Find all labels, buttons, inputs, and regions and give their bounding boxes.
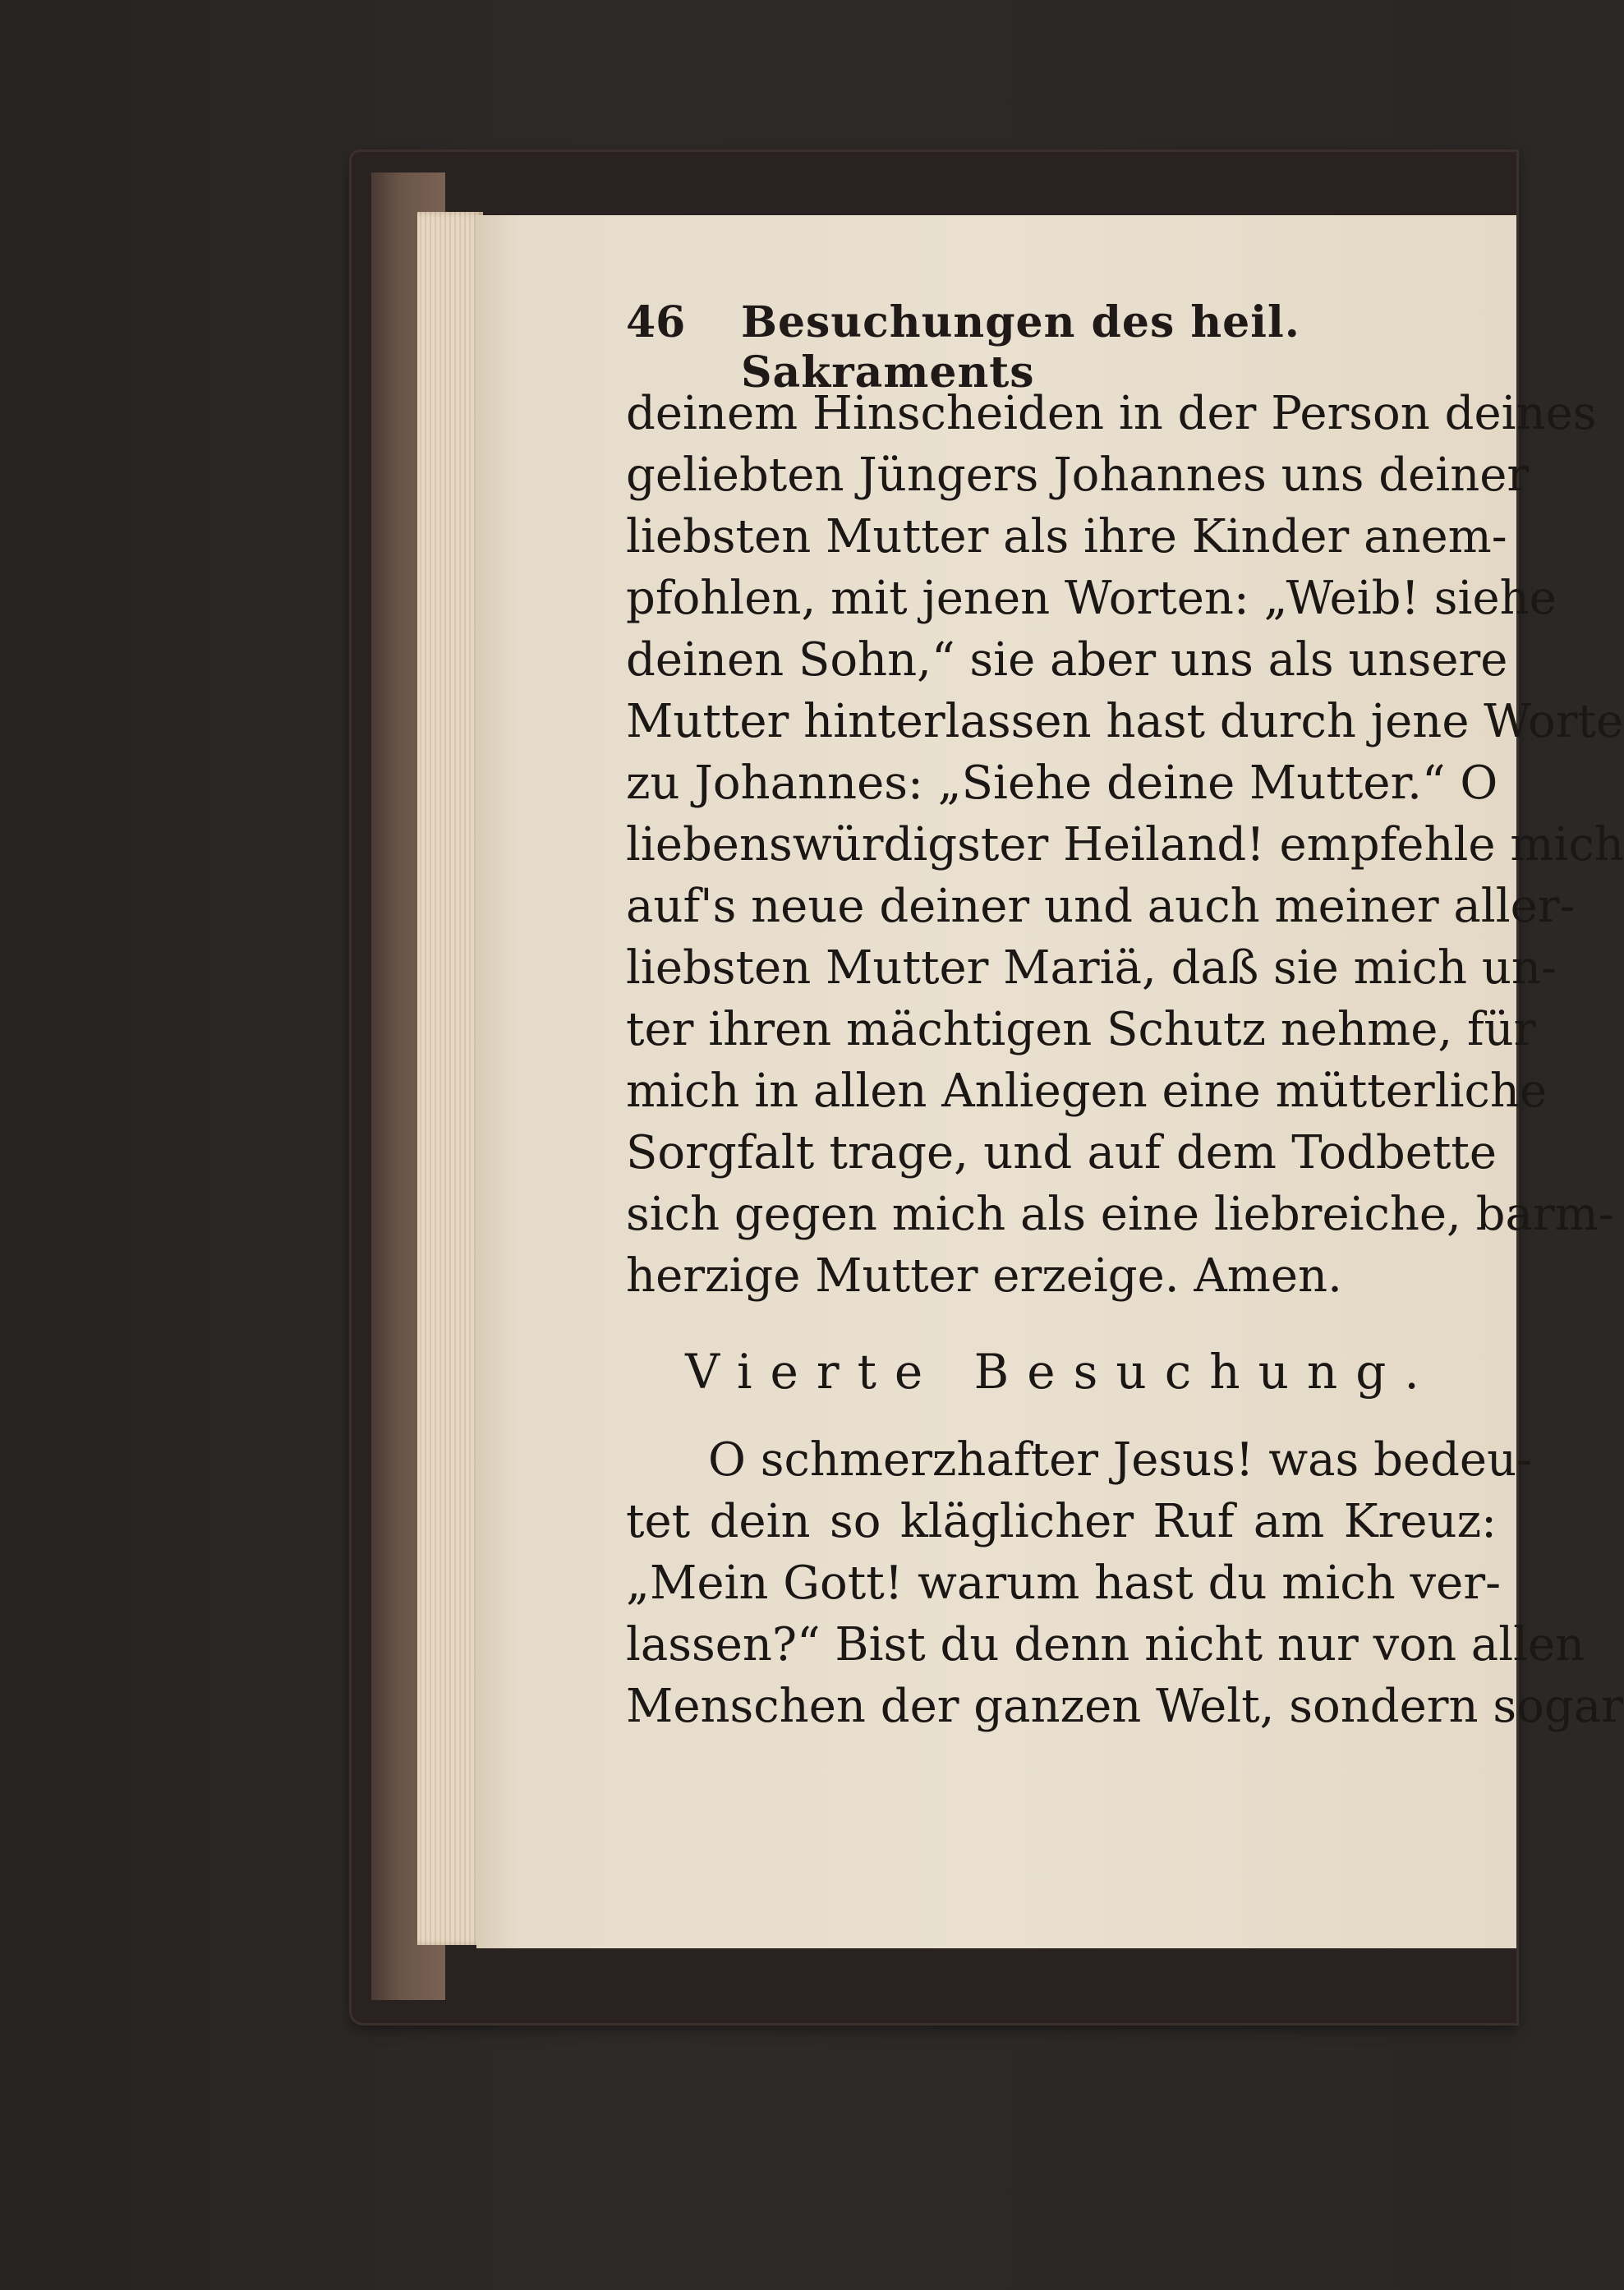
text-line: herzige Mutter erzeige. Amen. (626, 1249, 1342, 1303)
running-title: Besuchungen des heil. Sakraments (741, 297, 1300, 398)
page-stack-edge (417, 212, 483, 1945)
text-line: liebsten Mutter Mariä, daß sie mich un- (626, 941, 1557, 995)
page-number: 46 (626, 297, 686, 347)
section-text (626, 1429, 1623, 1737)
text-line: „Mein Gott! warum hast du mich ver- (626, 1557, 1502, 1610)
text-line: liebsten Mutter als ihre Kinder anem- (626, 510, 1507, 563)
text-line: pfohlen, mit jenen Worten: „Weib! siehe (626, 572, 1557, 625)
text-line: deinen Sohn,“ sie aber uns als unsere (626, 633, 1508, 687)
text-line: zu Johannes: „Siehe deine Mutter.“ O (626, 756, 1498, 810)
text-line: Menschen der ganzen Welt, sondern sogar (626, 1680, 1623, 1733)
text-line: tet dein so kläglicher Ruf am Kreuz: (626, 1495, 1497, 1548)
text-line: Mutter hinterlassen hast durch jene Worte (626, 695, 1624, 748)
text-line: O schmerzhafter Jesus! was bedeu- (708, 1433, 1533, 1487)
section-heading: Vierte Besuchung. (685, 1344, 1438, 1400)
running-header (626, 297, 1497, 398)
text-line: deinem Hinscheiden in der Person deines (626, 387, 1597, 440)
text-line: mich in allen Anliegen eine mütterliche (626, 1065, 1548, 1118)
text-line: geliebten Jüngers Johannes uns deiner (626, 448, 1530, 502)
text-line: sich gegen mich als eine liebreiche, barm- (626, 1188, 1614, 1241)
text-line: lassen?“ Bist du denn nicht nur von allen (626, 1618, 1585, 1672)
body-text (626, 383, 1624, 1307)
text-line: Sorgfalt trage, und auf dem Todbette (626, 1126, 1497, 1179)
text-line: liebenswürdigster Heiland! empfehle mich (626, 818, 1624, 871)
text-line: ter ihren mächtigen Schutz nehme, für (626, 1003, 1536, 1056)
text-line: auf's neue deiner und auch meiner aller- (626, 880, 1576, 933)
